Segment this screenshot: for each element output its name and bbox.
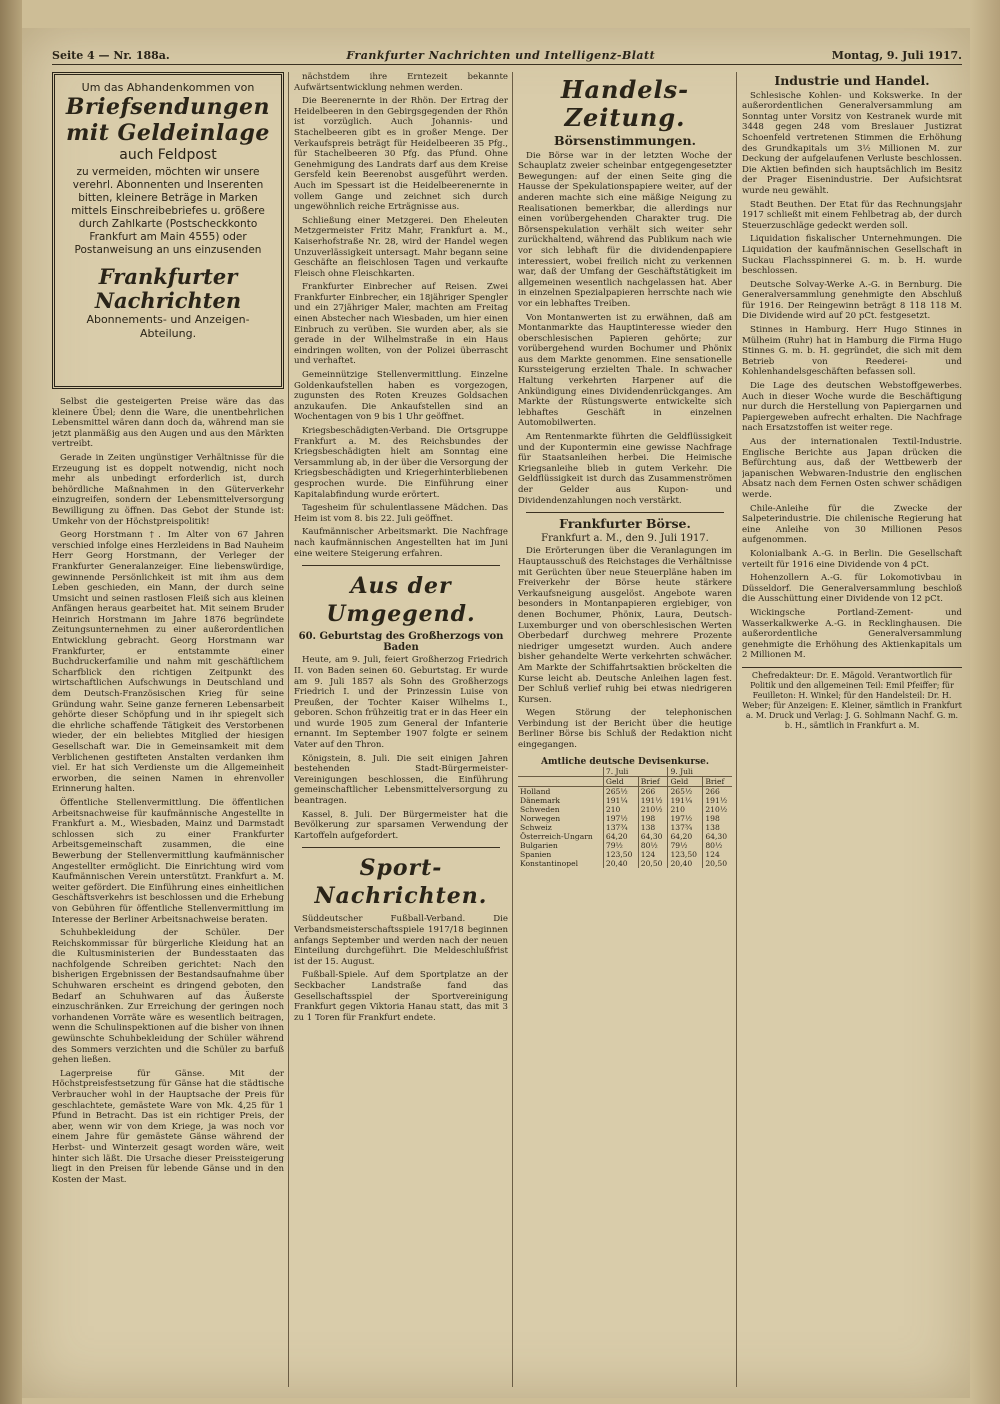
table-cell: 266 bbox=[638, 787, 668, 797]
table-cell: Norwegen bbox=[520, 814, 561, 824]
article-paragraph: Schuhbekleidung der Schüler. Der Reichskommissar für bürgerliche Kleidung hat an die Kultusministerien der Bundesstaaten das nachfolgende Schreiben gerichtet: Nach den bisherigen Ergebnissen der Bestandsaufnahme über Schuhwaren erscheint es dringend geboten, den Bedarf an Schuhwaren auf das Äußerste einzuschränken. Zur Erreichung der geringen noch vorhandenen Vorräte wäre es wesentlich beitragen, wenn die Schulinspektionen auf die bisher von ihnen gewünschte Schuhbekleidung der Schüler während des Sommers verzichten und die Schüler zu barfuß gehen ließen. bbox=[52, 928, 284, 1066]
table-header-cell bbox=[518, 777, 603, 787]
table-cell: 197½ bbox=[668, 814, 703, 823]
column-rule bbox=[512, 72, 513, 1387]
table-cell: 191¼ bbox=[668, 796, 703, 805]
article-paragraph: Fußball-Spiele. Auf dem Sportplatze an der Seckbacher Landstraße fand das Gesellschaftsspiel der Sportvereinigung Frankfurt gegen Viktoria Hanau statt, das mit 3 zu 1 Toren für Frankfurt endete. bbox=[294, 970, 508, 1023]
table-cell: 79½ bbox=[603, 841, 638, 850]
table-cell: 64,20 bbox=[603, 832, 638, 841]
table-row bbox=[518, 850, 732, 859]
table-cell: 138 bbox=[638, 823, 668, 832]
table-cell: 265½ bbox=[668, 787, 703, 797]
ad-feldpost: auch Feldpost bbox=[119, 146, 217, 163]
article-paragraph: Schlesische Kohlen- und Kokswerke. In der außerordentlichen Generalversammlung am Sonntag unter Vorsitz von Kestranek wurde mit 3448 gegen 248 vom Breslauer Justizrat Schoenfeld vertretenen Stimmen die Erhöhung des Grundkapitals um 3½ Millionen M. zur Deckung der aufgelaufenen Verluste beschlossen. Die Aktien befinden sich hauptsächlich im Besitz der Prager Eisenindustrie. Der Aufsichtsrat wurde neu gewählt. bbox=[742, 90, 962, 196]
article-paragraph: Wegen Störung der telephonischen Verbindung ist der Bericht über die heutige Berliner Börse bis Schluß der Redaktion nicht eingegangen. bbox=[518, 708, 732, 751]
ad-title-2: mit Geldeinlage bbox=[66, 119, 270, 146]
table-header-cell: Brief bbox=[638, 777, 668, 787]
table-header-cell: Brief bbox=[703, 777, 732, 787]
table-cell: Dänemark bbox=[520, 796, 560, 806]
table-row bbox=[518, 814, 732, 823]
article-paragraph: Die Erörterungen über die Veranlagungen im Hauptausschuß des Reichstages die Verhältnisse mit Gerüchten über neue Steuerpläne haben im Freiverkehr der Börse heute stärkere Verkaufsneigung ausgelöst. Angebote waren besonders in Montanpapieren ergiebiger, von denen Bochumer, Phönix, Laura, Deutsch-Luxemburger und von oberschlesischen Werten Oberbedarf durchweg mehrere Prozente niedriger umgesetzt wurden. Auch andere bisher gehandelte Werte verkehrten schwächer. Am Markte der Schiffahrtsaktien bröckelten die Kurse leicht ab. Deutsche Anleihen lagen fest. Der Schluß verlief ruhig bei etwas niedrigeren Kursen. bbox=[518, 546, 732, 705]
ad-brand-2: Nachrichten bbox=[94, 288, 242, 314]
newspaper-page bbox=[22, 28, 970, 1398]
table-cell: 191¼ bbox=[603, 796, 638, 805]
article-paragraph: nächstdem ihre Erntezeit bekannte Aufwärtsentwicklung nehmen werden. bbox=[294, 72, 508, 93]
imprint: Chefredakteur: Dr. E. Mägold. Verantwortlich für Politik und den allgemeinen Teil: Emil Pfeiffer; für Feuilleton: H. Winkel; für den Handelsteil: Dr. H. Weber; für Anzeigen: E. Kleiner, sämtlich in Frankfurt a. M. Druck und Verlag: J. G. Sohlmann Nachf. G. m. b. H., sämtlich in Frankfurt a. M. bbox=[742, 667, 962, 731]
table-cell: 191½ bbox=[703, 796, 732, 805]
table-cell: 79½ bbox=[668, 841, 703, 850]
article-paragraph: Aus der internationalen Textil-Industrie. Englische Berichte aus Japan drücken die Befürchtung aus, daß der Wettbewerb der japanischen Webwaren-Industrie den englischen Absatz nach dem Fernen Osten schwer schädigen werde. bbox=[742, 437, 962, 500]
page-header bbox=[52, 46, 962, 65]
ad-intro: Um das Abhandenkommen von bbox=[81, 81, 255, 94]
article-paragraph: Deutsche Solvay-Werke A.-G. in Bernburg. Die Generalversammlung genehmigte den Abschluß für 1916. Der Reingewinn beträgt 8 118 118 M. Die Dividende wird auf 20 pCt. festgesetzt. bbox=[742, 279, 962, 322]
article-paragraph: Gemeinnützige Stellenvermittlung. Einzelne Goldenkaufstellen haben es vorgezogen, zugunsten des Roten Kreuzes Goldsachen anzukaufen. Die Ankaufstellen sind an Wochentagen von 9 bis 1 Uhr geöffnet. bbox=[294, 370, 508, 423]
section-separator bbox=[526, 512, 724, 513]
table-cell: Österreich-Ungarn bbox=[520, 832, 593, 842]
article-paragraph: Kaufmännischer Arbeitsmarkt. Die Nachfrage nach kaufmännischen Angestellten hat im Juni eine weitere Steigerung erfahren. bbox=[294, 527, 508, 559]
table-cell: 64,30 bbox=[703, 832, 732, 841]
table-cell: 20,40 bbox=[603, 859, 638, 868]
table-cell: 265½ bbox=[603, 787, 638, 797]
ad-body: zu vermeiden, möchten wir unsere verehrl. Abonnenten und Inserenten bitten, kleinere Beträge in Marken mittels Einschreibebriefes u. größere durch Zahlkarte (Postscheckkonto Frankfurt am Main 4555) oder Postanweisung an uns einzusenden bbox=[71, 166, 265, 257]
article-paragraph: Die Lage des deutschen Webstoffgewerbes. Auch in dieser Woche wurde die Beschäftigung nur durch die Herstellung von Papiergarnen und Papiergeweben aufrecht erhalten. Die Nachfrage nach Ersatzstoffen ist weiter rege. bbox=[742, 381, 962, 434]
section-title-industrie: Industrie und Handel. bbox=[774, 73, 930, 88]
article-paragraph: Die Beerenernte in der Rhön. Der Ertrag der Heidelbeeren in den Gebirgsgegenden der Rhön ist vorzüglich. Auch Johannis- und Stachelbeeren gibt es in großer Menge. Der Verkaufspreis beträgt für Heidelbeeren 35 Pfg., für Stachelbeeren 30 Pfg. das Pfund. Ohne Genehmigung des Landrats darf aus dem Kreise Gersfeld kein Beerenobst ausgeführt werden. Auch im Spessart ist die Heidelbeerenernte in vollem Gange und zeichnet sich durch ungewöhnlich reiche Erträgnisse aus. bbox=[294, 96, 508, 213]
table-cell: 197½ bbox=[603, 814, 638, 823]
article-paragraph: Gerade in Zeiten ungünstiger Verhältnisse für die Erzeugung ist es doppelt notwendig, nicht noch mehr als unbedingt erforderlich ist, durch behördliche Maßnahmen in den Güterverkehr einzugreifen, sondern der Lebensmittelversorgung Bewilligung zu öffnen. Das Gebot der Stunde ist: Umkehr von der Höchstpreispolitik! bbox=[52, 452, 284, 527]
table-header-cell: 7. Juli bbox=[603, 767, 668, 777]
article-paragraph: Hohenzollern A.-G. für Lokomotivbau in Düsseldorf. Die Generalversammlung beschloß die Ausschüttung einer Dividende von 12 pCt. bbox=[742, 573, 962, 605]
table-header-cell bbox=[518, 767, 603, 777]
ad-brand-1: Frankfurter bbox=[98, 264, 238, 290]
dateline: Frankfurt a. M., den 9. Juli 1917. bbox=[541, 532, 709, 544]
article-paragraph: Die Börse war in der letzten Woche der Schauplatz zweier scheinbar entgegengesetzter Bewegungen: auf der einen Seite ging die Hausse der Spekulationspapiere weiter, auf der anderen machte sich eine mäßige Neigung zu Realisationen bemerkbar, die allerdings nur einen vorübergehenden Charakter trug. Die Börsenspekulation verhält sich weiter sehr zurückhaltend, während das Publikum nach wie vor sich lebhaft für die dividendenpapiere interessiert, wobei freilich nicht zu verkennen war, daß der Umfang der Geschäftstätigkeit im allgemeinen wesentlich nachgelassen hat. Aber in einzelnen Spezialpapieren herrschte nach wie vor ein lebhaftes Treiben. bbox=[518, 150, 732, 309]
section-title-handels-zeitung: Handels-Zeitung. bbox=[560, 75, 690, 132]
article-paragraph: Georg Horstmann †. Im Alter von 67 Jahren verschied infolge eines Herzleidens in Bad Nauheim Herr Georg Horstmann, der Verleger der Frankfurter Generalanzeiger. Eine liebenswürdige, gewinnende Persönlichkeit ist mit ihm aus dem Leben geschieden, ein Mann, der durch seine Umsicht und seinen rastlosen Fleiß sich aus kleinen Anfängen heraus gearbeitet hat. Mit seinem Bruder Heinrich Horstmann im Jahre 1876 begründete Zeitungsunternehmen zu einer außerordentlichen Entwicklung gebracht. Georg Horstmann war Frankfurter, er entstammte einer Buchdruckerfamilie und nahm mit geschäftlichem Scharfblick den richtigen Zeitpunkt des wirtschaftlichen Aufschwungs in Deutschland und dem Deutsch-Französischen Krieg für seine Gründung wahr. Seine ganze ferneren Lebensarbeit gehörte dieser Schöpfung und in ihr spiegelt sich die ehrliche schaffende Tätigkeit des Verstorbenen wieder, der ein beliebtes Mitglied der hiesigen Gesellschaft war. Die in Gemeinsamkeit mit dem Verblichenen gestifteten Anstalten verdanken ihm viel. Er hat sich Verdienste um die Allgemeinheit erworben, die seinen Namen in ehrenvoller Erinnerung halten. bbox=[52, 530, 284, 795]
column-rule bbox=[736, 72, 737, 1387]
table-cell: 124 bbox=[638, 850, 668, 859]
column-1 bbox=[52, 72, 284, 1387]
article-paragraph: Lagerpreise für Gänse. Mit der Höchstpreisfestsetzung für Gänse hat die städtische Verbraucher wohl in der Hauptsache der Preis für geschlachtete, gemästete Ware von Mk. 4,25 für 1 Pfund in Betracht. Das ist ein richtiger Preis, der aber, wenn wir von dem Kriege, ja was noch vor einem Jahre für gemästete Gänse während der Herbst- und Winterzeit gesagt worden wäre, weit hinter sich läßt. Die Ursache dieser Preissteigerung liegt in den Preisen für lebende Gänse und in den Kosten der Mast. bbox=[52, 1068, 284, 1185]
subsection-title-boersenstimmungen: Börsenstimmungen. bbox=[554, 133, 696, 148]
table-cell: Spanien bbox=[520, 850, 552, 860]
exchange-rates-table bbox=[518, 767, 732, 868]
advertisement-box bbox=[52, 72, 284, 389]
article-paragraph: Öffentliche Stellenvermittlung. Die öffentlichen Arbeitsnachweise für kaufmännische Angestellte in Frankfurt a. M., Wiesbaden, Mainz und Darmstadt schlossen sich zu einer Frankfurter Arbeitsgemeinschaft zusammen, die eine Bewerbung der Stellenvermittlung kaufmännischer Angestellter ermöglicht. Die Einrichtung wird vom Kaufmännischen Verein unterstützt. Frankfurt a. M. weiter gefördert. Die Einführung eines einheitlichen Geschäftsverkehrs ist beschlossen und die Erhebung von Gebühren für öffentliche Stellenvermittlung im Interesse der Berliner Arbeitsnachweise beraten. bbox=[52, 797, 284, 925]
table-cell: 266 bbox=[703, 787, 732, 797]
table-cell: 64,30 bbox=[638, 832, 668, 841]
table-cell: 210½ bbox=[638, 805, 668, 814]
table-cell: 210 bbox=[668, 805, 703, 814]
article-paragraph: Wickingsche Portland-Zement- und Wasserkalkwerke A.-G. in Recklinghausen. Die außerordentliche Generalversammlung genehmigte die Erhöhung des Aktienkapitals um 2 Millionen M. bbox=[742, 607, 962, 661]
section-title-sport: Sport-Nachrichten. bbox=[314, 855, 488, 910]
column-3 bbox=[518, 72, 732, 1387]
table-header-row bbox=[518, 767, 732, 777]
article-paragraph: Selbst die gesteigerten Preise wäre das das kleinere Übel; denn die Ware, die unentbehrlichen Lebensmittel wären dann doch da, während man sie jetzt planmäßig aus den Augen und aus den Märkten vertreibt. bbox=[52, 397, 284, 450]
table-header-cell: Geld bbox=[668, 777, 703, 787]
table-row bbox=[518, 859, 732, 868]
table-row bbox=[518, 823, 732, 832]
table-cell: 191½ bbox=[638, 796, 668, 805]
article-paragraph: Kriegsbeschädigten-Verband. Die Ortsgruppe Frankfurt a. M. des Reichsbundes der Kriegsbeschädigten hielt am Sonntag eine Versammlung ab, in der über die Versorgung der Kriegsbeschädigten und Kriegerhinterbliebenen gesprochen wurde. Die Einführung einer Kapitalabfindung wurde erörtert. bbox=[294, 426, 508, 500]
article-paragraph: Liquidation fiskalischer Unternehmungen. Die Liquidation der kaufmännischen Gesellschaft in Suckau Flachsspinnerei G. m. b. H. wurde beschlossen. bbox=[742, 234, 962, 277]
subsection-title-frankfurter-boerse: Frankfurter Börse. bbox=[559, 516, 691, 532]
column-4 bbox=[742, 72, 962, 1387]
table-cell: Konstantinopel bbox=[520, 859, 579, 869]
column-2 bbox=[294, 72, 508, 1387]
column-rule bbox=[288, 72, 289, 1387]
table-cell: 80½ bbox=[638, 841, 668, 850]
newspaper-title: Frankfurter Nachrichten und Intelligenz-Blatt bbox=[346, 48, 656, 62]
article-paragraph: Süddeutscher Fußball-Verband. Die Verbandsmeisterschaftsspiele 1917/18 beginnen anfangs September und werden nach der neuen Einteilung durchgeführt. Die Meldeschlußfrist ist der 15. August. bbox=[294, 914, 508, 967]
article-paragraph: Schließung einer Metzgerei. Den Eheleuten Metzgermeister Fritz Mahr, Frankfurt a. M., Kaiserhofstraße Nr. 28, wird der Handel wegen Unzuverlässigkeit untersagt. Mahr begann seine Geschäfte an fleischlosen Tagen und verkaufte Fleisch ohne Fleischkarten. bbox=[294, 215, 508, 279]
rates-table-title: Amtliche deutsche Devisenkurse. bbox=[540, 756, 710, 767]
issue-date: Montag, 9. Juli 1917. bbox=[831, 48, 962, 62]
page-number: Seite 4 — Nr. 188a. bbox=[52, 48, 170, 62]
table-row bbox=[518, 787, 732, 797]
table-cell: 124 bbox=[703, 850, 732, 859]
article-paragraph: Kolonialbank A.-G. in Berlin. Die Gesellschaft verteilt für 1916 eine Dividende von 4 pCt. bbox=[742, 548, 962, 570]
article-paragraph: Stinnes in Hamburg. Herr Hugo Stinnes in Mülheim (Ruhr) hat in Hamburg die Firma Hugo Stinnes G. m. b. H. gegründet, die sich mit dem Betrieb von Reederei- und Kohlenhandelsgeschäften befassen soll. bbox=[742, 325, 962, 378]
page-binding-edge bbox=[0, 0, 22, 1404]
table-cell: Schweden bbox=[520, 805, 560, 815]
table-row bbox=[518, 796, 732, 805]
ad-title-1: Briefsendungen bbox=[65, 93, 271, 120]
table-cell: 137¾ bbox=[603, 823, 638, 832]
section-separator bbox=[302, 565, 500, 566]
page-right-edge bbox=[970, 0, 1000, 1404]
table-cell: 137¾ bbox=[668, 823, 703, 832]
table-cell: 20,40 bbox=[668, 859, 703, 868]
article-paragraph: Tagesheim für schulentlassene Mädchen. Das Heim ist vom 8. bis 22. Juli geöffnet. bbox=[294, 503, 508, 524]
article-paragraph: Von Montanwerten ist zu erwähnen, daß am Montanmarkte das Hauptinteresse wieder den oberschlesischen Papieren gehörte; zur vorübergehend wurden Bochumer und Phönix aus dem Markte genommen. Eine sensationelle Kurssteigerung erzielten Thale. In schwacher Haltung verkehrten Harpener auf die Ankündigung eines Dividendenrückganges. Am Markte der Rüstungswerte entwickelte sich lebhaftes Geschäft in einzelnen Automobilwerten. bbox=[518, 312, 732, 429]
article-paragraph: Kassel, 8. Juli. Der Bürgermeister hat die Bevölkerung zur sparsamen Verwendung der Kartoffeln aufgefordert. bbox=[294, 809, 508, 841]
article-paragraph: Stadt Beuthen. Der Etat für das Rechnungsjahr 1917 schließt mit einem Fehlbetrag ab, der durch Steuerzuschläge gedeckt werden soll. bbox=[742, 199, 962, 231]
table-header-cell: Geld bbox=[603, 777, 638, 787]
table-cell: 20,50 bbox=[703, 859, 732, 868]
article-paragraph: Am Rentenmarkte führten die Geldflüssigkeit und der Kupontermin eine gewisse Nachfrage für Staatsanleihen herbei. Die Heimische Kriegsanleihe blieb in gutem Verkehr. Die Geldflüssigkeit ist durch das Zusammenströmen der Gelder aus Kupon- und Dividendenzahlungen noch verstärkt. bbox=[518, 432, 732, 506]
table-cell: 20,50 bbox=[638, 859, 668, 868]
table-row bbox=[518, 805, 732, 814]
section-separator bbox=[302, 847, 500, 848]
article-paragraph: Heute, am 9. Juli, feiert Großherzog Friedrich II. von Baden seinen 60. Geburtstag. Er wurde am 9. Juli 1857 als Sohn des Großherzogs Friedrich I. und der Prinzessin Luise von Preußen, der Tochter Kaiser Wilhelms I., geboren. Schon frühzeitig trat er in das Heer ein und wurde 1905 zum General der Infanterie ernannt. Im September 1907 folgte er seinem Vater auf den Thron. bbox=[294, 655, 508, 751]
table-row bbox=[518, 832, 732, 841]
table-cell: 210 bbox=[603, 805, 638, 814]
table-header-cell: 9. Juli bbox=[668, 767, 732, 777]
ad-department: Abonnements- und Anzeigen-Abteilung. bbox=[86, 313, 250, 341]
table-cell: 123,50 bbox=[668, 850, 703, 859]
table-cell: 80½ bbox=[703, 841, 732, 850]
article-paragraph: Chile-Anleihe für die Zwecke der Salpeterindustrie. Die chilenische Regierung hat eine Anleihe von 30 Millionen Pesos aufgenommen. bbox=[742, 503, 962, 546]
table-row bbox=[518, 841, 732, 850]
table-cell: Holland bbox=[520, 787, 551, 797]
table-cell: 138 bbox=[703, 823, 732, 832]
subsection-title-geburtstag: 60. Geburtstag des Großherzogs von Baden bbox=[298, 631, 504, 653]
table-cell: 64,20 bbox=[668, 832, 703, 841]
table-subheader-row bbox=[518, 777, 732, 787]
table-cell: Schweiz bbox=[520, 823, 552, 833]
table-cell: 198 bbox=[703, 814, 732, 823]
article-paragraph: Frankfurter Einbrecher auf Reisen. Zwei Frankfurter Einbrecher, ein 18jähriger Spengler und ein 27jähriger Maler, machten am Freitag einen Abstecher nach Wiesbaden, um hier einen Einbruch zu verüben. Sie wurden aber, als sie gerade in der Wilhelmstraße in ein Haus eindringen wollten, von der Polizei überrascht und verhaftet. bbox=[294, 282, 508, 367]
section-title-umgegend: Aus der Umgegend. bbox=[326, 573, 476, 628]
table-cell: 123,50 bbox=[603, 850, 638, 859]
table-cell: Bulgarien bbox=[520, 841, 558, 851]
table-cell: 210½ bbox=[703, 805, 732, 814]
table-cell: 198 bbox=[638, 814, 668, 823]
article-paragraph: Königstein, 8. Juli. Die seit einigen Jahren bestehenden Stadt-Bürgermeister-Vereinigungen beschlossen, die Einführung gemeinschaftlicher Lebensmittelversorgung zu beantragen. bbox=[294, 753, 508, 807]
